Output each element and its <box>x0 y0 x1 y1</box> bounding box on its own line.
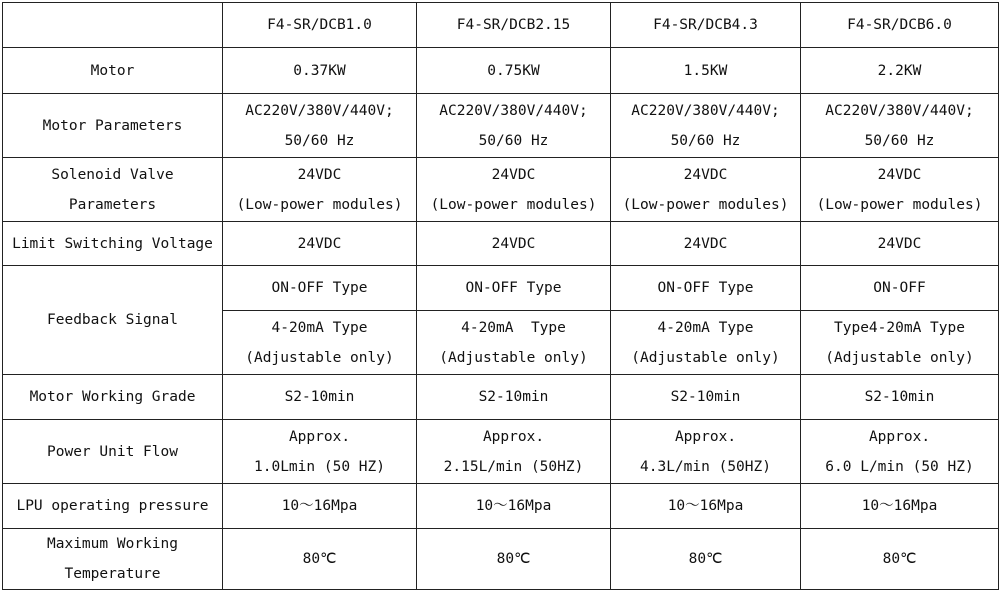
solenoid-voltage: 24VDC <box>683 166 728 183</box>
temperature-value: 80℃ <box>611 529 801 590</box>
row-label-solenoid <box>3 158 223 222</box>
solenoid-note: (Low-power modules) <box>430 196 597 213</box>
motor-parameters-voltage: AC220V/380V/440V; <box>439 102 588 119</box>
flow-cell <box>417 420 611 484</box>
feedback-analog-type: 4-20mA Type <box>657 319 754 336</box>
row-label-limit-switch: Limit Switching Voltage <box>3 222 223 266</box>
temperature-value: 80℃ <box>417 529 611 590</box>
flow-value: 6.0 L/min (50 HZ) <box>825 458 974 475</box>
motor-value: 2.2KW <box>801 48 999 94</box>
feedback-analog-cell <box>611 311 801 375</box>
solenoid-note: (Low-power modules) <box>816 196 983 213</box>
row-label-motor: Motor <box>3 48 223 94</box>
row-label-pressure: LPU operating pressure <box>3 484 223 529</box>
feedback-analog-note: (Adjustable only) <box>631 349 780 366</box>
row-label-solenoid-line2: Parameters <box>68 196 157 213</box>
feedback-onoff-value: ON-OFF <box>801 266 999 311</box>
solenoid-note: (Low-power modules) <box>236 196 403 213</box>
header-model-2: F4-SR/DCB2.15 <box>417 3 611 48</box>
motor-value: 0.75KW <box>417 48 611 94</box>
limit-switch-value: 24VDC <box>611 222 801 266</box>
solenoid-cell <box>417 158 611 222</box>
row-label-feedback: Feedback Signal <box>3 266 223 375</box>
working-grade-value: S2-10min <box>417 375 611 420</box>
row-flow <box>3 420 999 484</box>
row-feedback-onoff <box>3 266 999 311</box>
row-pressure <box>3 484 999 529</box>
feedback-analog-note: (Adjustable only) <box>439 349 588 366</box>
motor-parameters-cell <box>223 94 417 158</box>
row-label-flow: Power Unit Flow <box>3 420 223 484</box>
solenoid-cell <box>223 158 417 222</box>
solenoid-cell <box>611 158 801 222</box>
row-label-temperature <box>3 529 223 590</box>
solenoid-note: (Low-power modules) <box>622 196 789 213</box>
row-temperature <box>3 529 999 590</box>
motor-parameters-cell <box>611 94 801 158</box>
motor-parameters-frequency: 50/60 Hz <box>478 132 549 149</box>
motor-parameters-voltage: AC220V/380V/440V; <box>631 102 780 119</box>
flow-prefix: Approx. <box>674 428 737 445</box>
flow-prefix: Approx. <box>482 428 545 445</box>
motor-parameters-voltage: AC220V/380V/440V; <box>825 102 974 119</box>
flow-cell <box>223 420 417 484</box>
flow-cell <box>611 420 801 484</box>
motor-parameters-frequency: 50/60 Hz <box>864 132 935 149</box>
header-model-4: F4-SR/DCB6.0 <box>801 3 999 48</box>
flow-prefix: Approx. <box>868 428 931 445</box>
feedback-analog-cell <box>417 311 611 375</box>
row-label-motor-parameters: Motor Parameters <box>3 94 223 158</box>
pressure-value: 10～16Mpa <box>611 484 801 529</box>
pressure-value: 10～16Mpa <box>801 484 999 529</box>
row-label-temperature-line1: Maximum Working <box>47 536 178 552</box>
header-model-1: F4-SR/DCB1.0 <box>223 3 417 48</box>
header-model-3: F4-SR/DCB4.3 <box>611 3 801 48</box>
feedback-onoff-value: ON-OFF Type <box>223 266 417 311</box>
row-label-working-grade: Motor Working Grade <box>3 375 223 420</box>
working-grade-value: S2-10min <box>801 375 999 420</box>
row-label-temperature-line2: Temperature <box>64 566 161 582</box>
motor-parameters-frequency: 50/60 Hz <box>284 132 355 149</box>
solenoid-cell <box>801 158 999 222</box>
row-label-solenoid-line1: Solenoid Valve <box>51 166 174 183</box>
pressure-value: 10～16Mpa <box>223 484 417 529</box>
motor-parameters-voltage: AC220V/380V/440V; <box>245 102 394 119</box>
limit-switch-value: 24VDC <box>417 222 611 266</box>
row-motor <box>3 48 999 94</box>
feedback-analog-note: (Adjustable only) <box>825 349 974 366</box>
spec-table <box>2 2 999 590</box>
flow-value: 4.3L/min (50HZ) <box>640 458 771 475</box>
feedback-analog-type: 4-20mA Type <box>461 319 566 336</box>
feedback-analog-cell <box>223 311 417 375</box>
working-grade-value: S2-10min <box>611 375 801 420</box>
motor-value: 0.37KW <box>223 48 417 94</box>
header-row <box>3 3 999 48</box>
limit-switch-value: 24VDC <box>223 222 417 266</box>
flow-value: 1.0Lmin (50 HZ) <box>254 458 385 475</box>
header-corner-cell <box>3 3 223 48</box>
feedback-onoff-value: ON-OFF Type <box>611 266 801 311</box>
row-solenoid <box>3 158 999 222</box>
working-grade-value: S2-10min <box>223 375 417 420</box>
feedback-onoff-value: ON-OFF Type <box>417 266 611 311</box>
limit-switch-value: 24VDC <box>801 222 999 266</box>
pressure-value: 10～16Mpa <box>417 484 611 529</box>
temperature-value: 80℃ <box>223 529 417 590</box>
motor-parameters-frequency: 50/60 Hz <box>670 132 741 149</box>
solenoid-voltage: 24VDC <box>877 166 922 183</box>
feedback-analog-note: (Adjustable only) <box>245 349 394 366</box>
motor-parameters-cell <box>801 94 999 158</box>
row-working-grade <box>3 375 999 420</box>
temperature-value: 80℃ <box>801 529 999 590</box>
feedback-analog-type: 4-20mA Type <box>271 319 368 336</box>
feedback-analog-cell <box>801 311 999 375</box>
solenoid-voltage: 24VDC <box>297 166 342 183</box>
flow-cell <box>801 420 999 484</box>
feedback-analog-type: Type4-20mA Type <box>834 319 965 336</box>
motor-value: 1.5KW <box>611 48 801 94</box>
row-limit-switch <box>3 222 999 266</box>
row-motor-parameters <box>3 94 999 158</box>
flow-value: 2.15L/min (50HZ) <box>443 458 584 475</box>
flow-prefix: Approx. <box>288 428 351 445</box>
motor-parameters-cell <box>417 94 611 158</box>
solenoid-voltage: 24VDC <box>491 166 536 183</box>
